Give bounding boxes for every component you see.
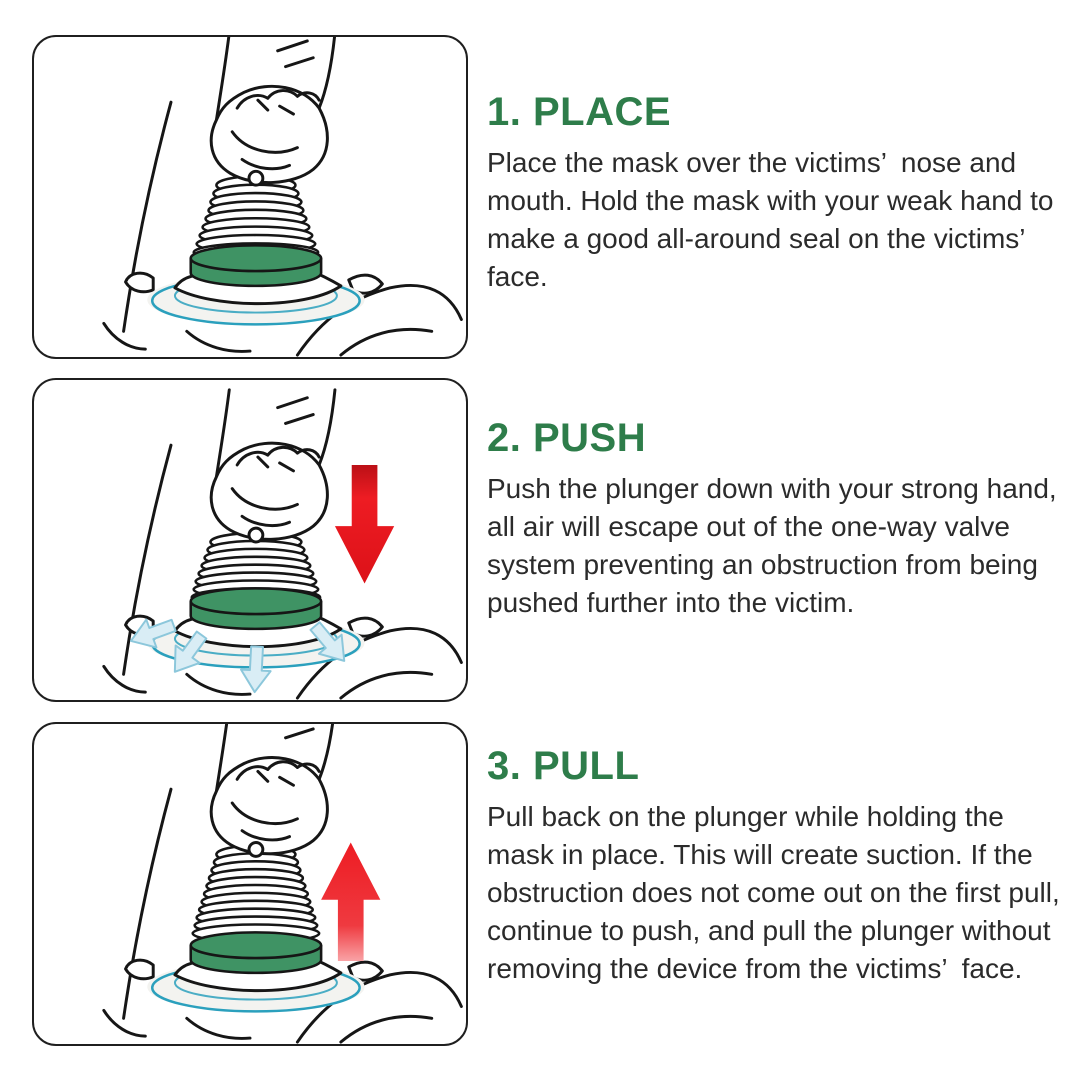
- step-3-illustration-panel: [32, 722, 468, 1046]
- step-1-illustration: [34, 37, 466, 357]
- step-3-body: Pull back on the plunger while holding the mask in place. This will create suction. If the obstruction does not come out on the first pull, continue to push, and pull the plunger without removing the device from the victims’ face.: [487, 801, 1060, 984]
- mask-and-collar: [147, 245, 364, 325]
- step-3-heading: 3. PULL: [487, 744, 640, 788]
- mask-and-collar: [147, 932, 364, 1012]
- step-1-text: [487, 90, 1065, 296]
- rescuer-hand: [211, 390, 335, 542]
- down-arrow-icon: [335, 465, 394, 584]
- plunger-bellows-extended: [193, 845, 319, 942]
- step-1-body: Place the mask over the victims’ nose and mouth. Hold the mask with your weak hand to make a good all-around seal on the victims’ face.: [487, 147, 1054, 292]
- step-2-body: Push the plunger down with your strong hand, all air will escape out of the one-way valve system preventing an obstruction from being pushed further into the victim.: [487, 473, 1057, 618]
- step-2-illustration: [34, 380, 466, 700]
- step-2-text: [487, 416, 1065, 622]
- step-2-heading: 2. PUSH: [487, 416, 647, 460]
- step-2-illustration-panel: [32, 378, 468, 702]
- step-1-heading: 1. PLACE: [487, 90, 672, 134]
- rescuer-hand: [211, 724, 335, 856]
- step-3-text: [487, 744, 1065, 988]
- step-1-illustration-panel: [32, 35, 468, 359]
- step-3-illustration: [34, 724, 466, 1044]
- up-arrow-icon: [321, 843, 380, 962]
- rescuer-hand: [211, 37, 335, 185]
